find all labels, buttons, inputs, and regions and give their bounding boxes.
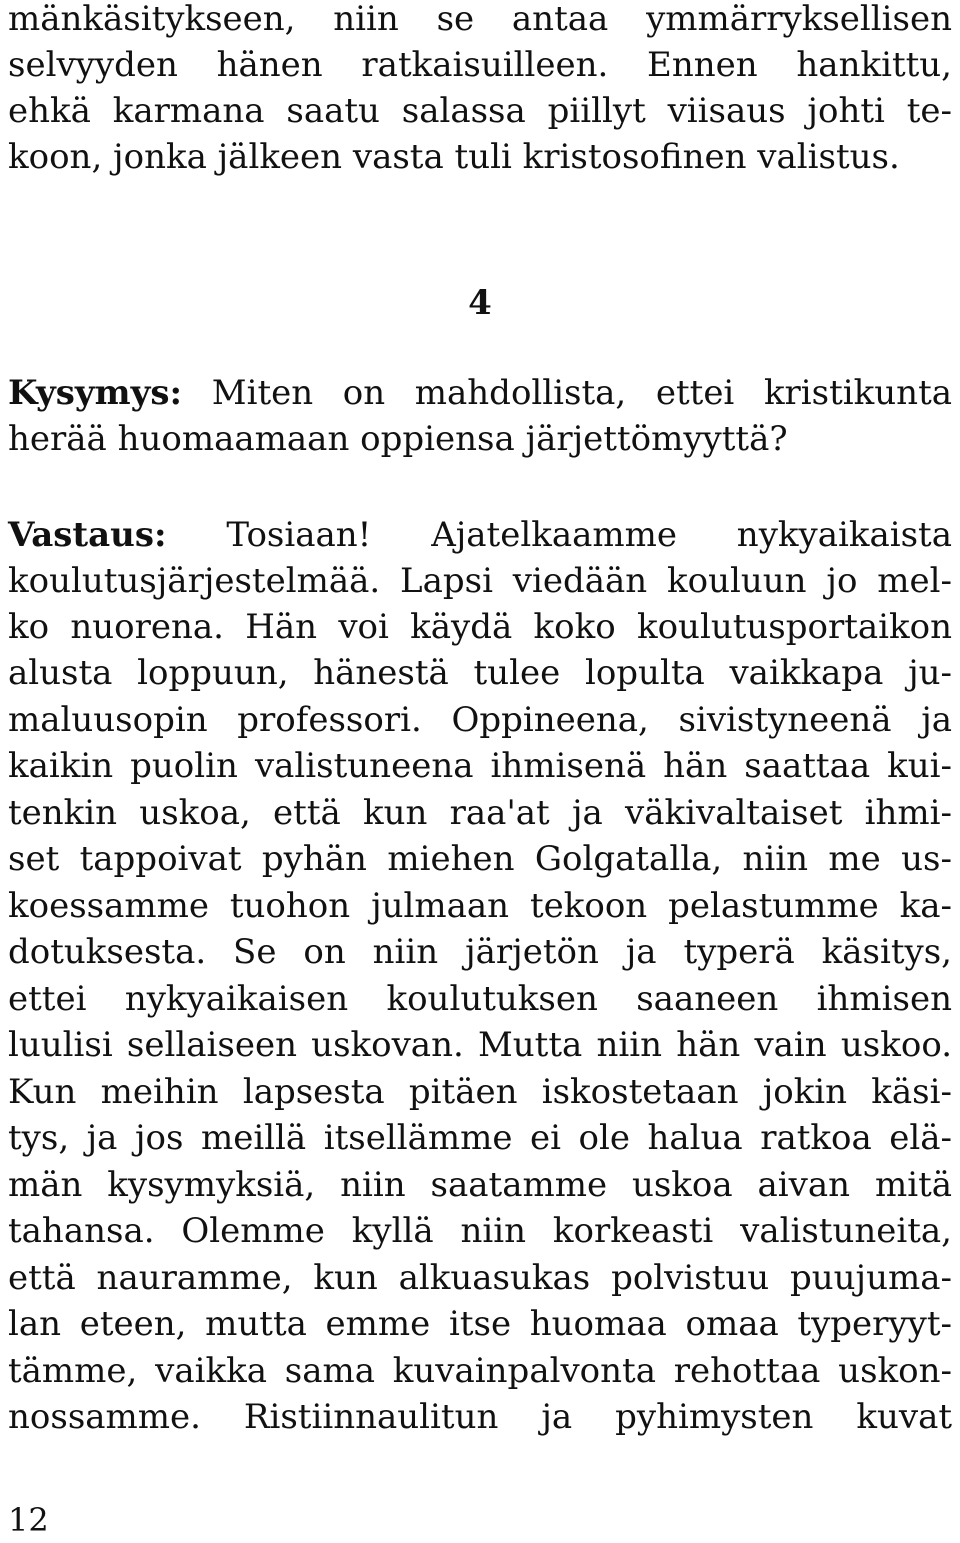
text-line: lan eteen, mutta emme itse huomaa omaa typeryyt-: [8, 1304, 952, 1344]
text-line: että nauramme, kun alkuasukas polvistuu puujuma-: [8, 1258, 952, 1298]
text-line: ehkä karmana saatu salassa piillyt viisaus johti te-: [8, 91, 952, 131]
text-line: herää huomaamaan oppiensa järjettömyyttä?: [8, 419, 788, 459]
question-text: Miten on mahdollista, ettei kristikunta: [182, 373, 952, 413]
text-line: tahansa. Olemme kyllä niin korkeasti valistuneita,: [8, 1211, 952, 1251]
text-line: koessamme tuohon julmaan tekoon pelastumme ka-: [8, 886, 952, 926]
answer-label: Vastaus:: [8, 515, 167, 555]
section-number: 4: [468, 283, 492, 323]
answer-first-line: [8, 512, 952, 558]
text-line: kaikin puolin valistuneena ihmisenä hän saattaa kui-: [8, 746, 952, 786]
text-line: dotuksesta. Se on niin järjetön ja typerä käsitys,: [8, 932, 952, 972]
question-label: Kysymys:: [8, 373, 183, 413]
text-line: ettei nykyaikaisen koulutuksen saaneen ihmisen: [8, 979, 952, 1019]
text-line: selvyyden hänen ratkaisuilleen. Ennen hankittu,: [8, 45, 952, 85]
text-line: tenkin uskoa, että kun raa'at ja väkivaltaiset ihmi-: [8, 793, 952, 833]
text-line: koon, jonka jälkeen vasta tuli kristosofinen valistus.: [8, 137, 900, 177]
text-line: alusta loppuun, hänestä tulee lopulta vaikkapa ju-: [8, 653, 952, 693]
question-first-line: [8, 370, 952, 416]
text-line: luulisi sellaiseen uskovan. Mutta niin hän vain uskoo.: [8, 1025, 952, 1065]
text-line: set tappoivat pyhän miehen Golgatalla, niin me us-: [8, 839, 952, 879]
text-line: nossamme. Ristiinnaulitun ja pyhimysten kuvat: [8, 1397, 952, 1437]
text-line: maluusopin professori. Oppineena, sivistyneenä ja: [8, 700, 952, 740]
page-number: 12: [8, 1501, 49, 1539]
text-line: mänkäsitykseen, niin se antaa ymmärryksellisen: [8, 0, 952, 39]
text-line: Kun meihin lapsesta pitäen iskostetaan jokin käsi-: [8, 1072, 952, 1112]
text-line: tys, ja jos meillä itsellämme ei ole halua ratkoa elä-: [8, 1118, 952, 1158]
text-line: koulutusjärjestelmää. Lapsi viedään kouluun jo mel-: [8, 561, 952, 601]
text-line: tämme, vaikka sama kuvainpalvonta rehottaa uskon-: [8, 1351, 952, 1391]
answer-text: Tosiaan! Ajatelkaamme nykyaikaista: [166, 515, 952, 555]
text-line: män kysymyksiä, niin saatamme uskoa aivan mitä: [8, 1165, 952, 1205]
text-line: ko nuorena. Hän voi käydä koko koulutusportaikon: [8, 607, 952, 647]
